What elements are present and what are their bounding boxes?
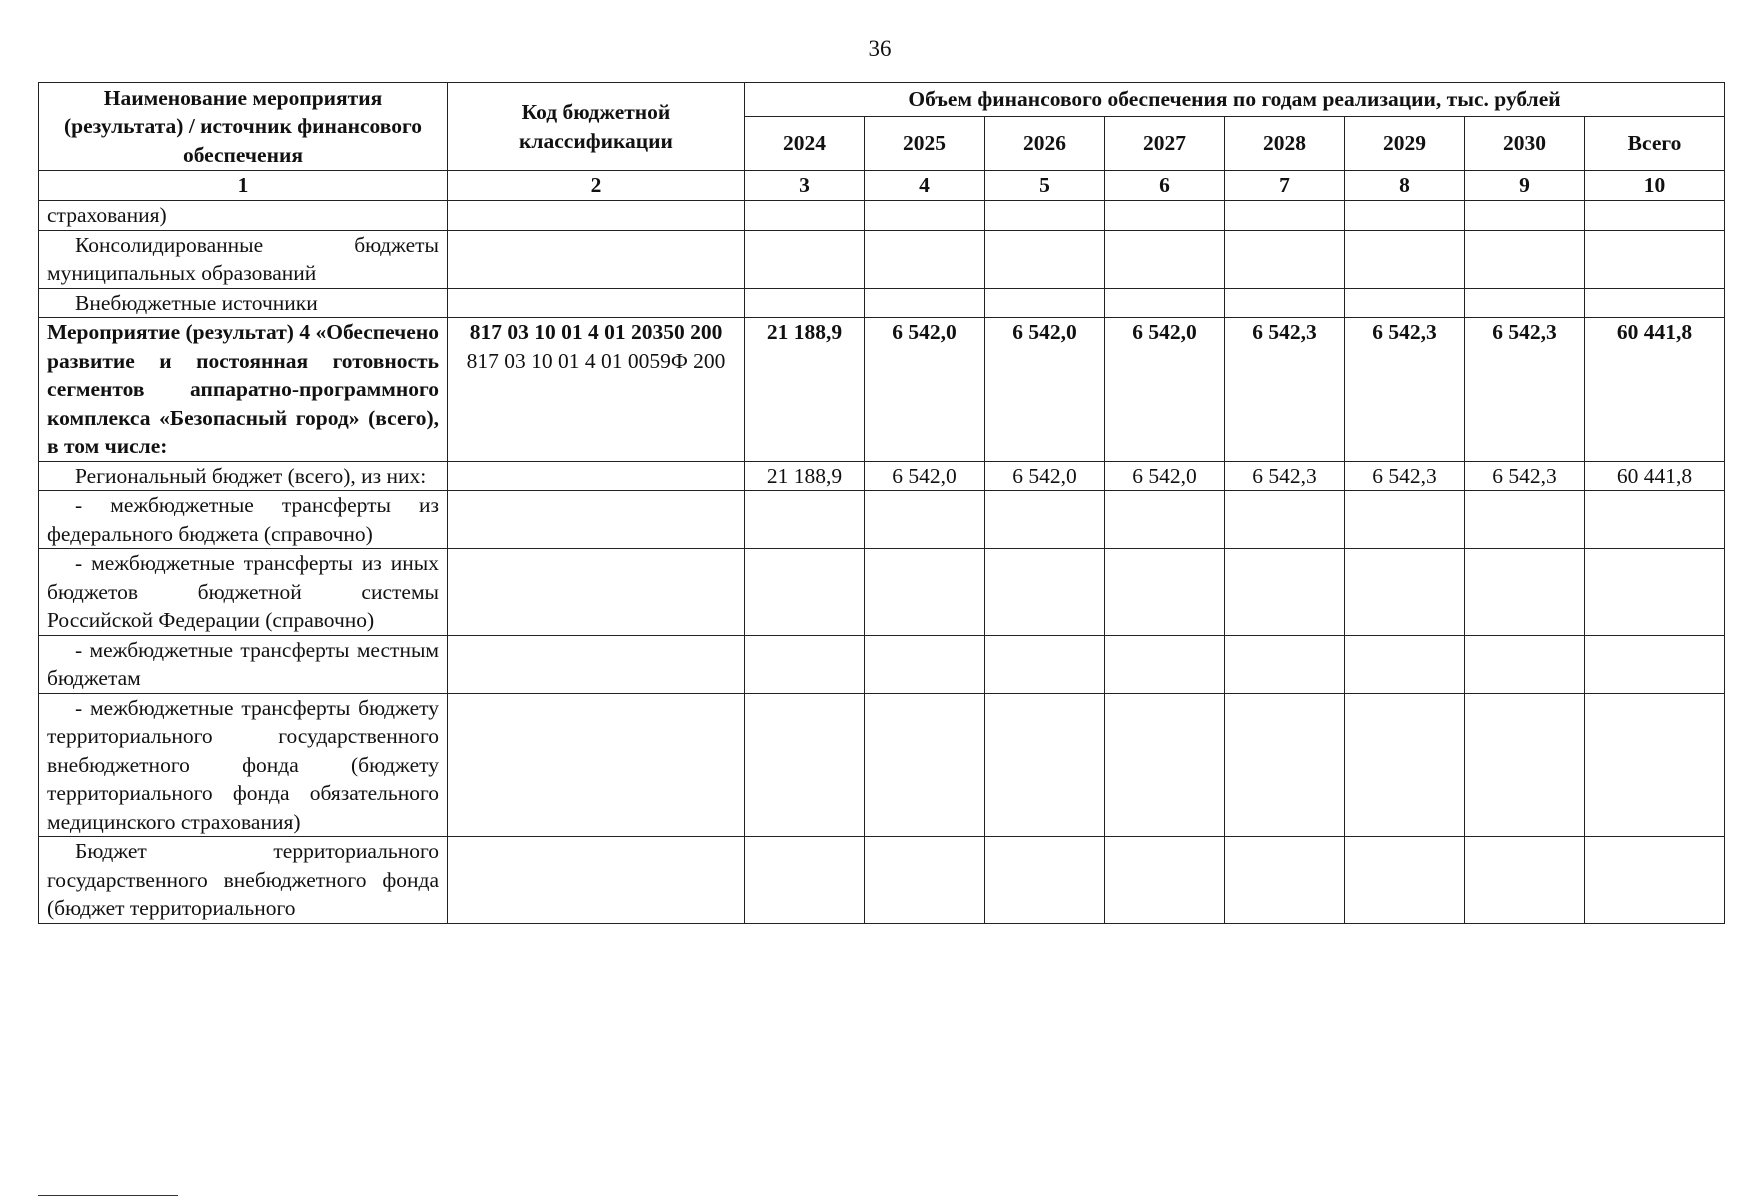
row-name: Региональный бюджет (всего), из них: (39, 461, 448, 491)
row-value (1345, 491, 1465, 549)
row-value (1345, 837, 1465, 924)
row-name: - межбюджетные трансферты из иных бюджетов бюджетной системы Российской Федерации (справочно) (39, 549, 448, 636)
row-value (1465, 693, 1585, 837)
row-value (985, 549, 1105, 636)
row-value (745, 693, 865, 837)
row-value (1465, 288, 1585, 318)
row-value: 6 542,3 (1225, 318, 1345, 462)
table-row (39, 491, 1725, 549)
row-value (1465, 837, 1585, 924)
row-value: 6 542,0 (1105, 461, 1225, 491)
header-year: 2030 (1465, 117, 1585, 171)
row-name: Внебюджетные источники (39, 288, 448, 318)
row-value (1465, 635, 1585, 693)
row-value: 21 188,9 (745, 461, 865, 491)
row-value: 6 542,0 (985, 461, 1105, 491)
row-value (1345, 549, 1465, 636)
row-code (448, 837, 745, 924)
header-total: Всего (1585, 117, 1725, 171)
row-value (1105, 635, 1225, 693)
row-value (985, 288, 1105, 318)
header-year: 2024 (745, 117, 865, 171)
row-value (1105, 230, 1225, 288)
row-value (1585, 837, 1725, 924)
row-value (865, 549, 985, 636)
row-value (865, 230, 985, 288)
row-value: 6 542,0 (985, 318, 1105, 462)
table-row (39, 201, 1725, 231)
row-value (985, 693, 1105, 837)
header-year: 2025 (865, 117, 985, 171)
row-value (745, 201, 865, 231)
column-number: 2 (448, 171, 745, 201)
row-value: 60 441,8 (1585, 318, 1725, 462)
row-value (985, 230, 1105, 288)
row-value (1345, 693, 1465, 837)
row-value: 6 542,3 (1345, 318, 1465, 462)
row-value: 6 542,0 (1105, 318, 1225, 462)
header-code: Код бюджетной классификации (448, 83, 745, 171)
row-value: 6 542,3 (1225, 461, 1345, 491)
row-code (448, 693, 745, 837)
header-name: Наименование мероприятия (результата) / источник финансового обеспечения (39, 83, 448, 171)
row-value (1585, 693, 1725, 837)
row-value (865, 693, 985, 837)
financing-table (38, 82, 1725, 924)
row-code (448, 549, 745, 636)
row-value (745, 230, 865, 288)
row-value (745, 549, 865, 636)
column-number: 9 (1465, 171, 1585, 201)
row-code (448, 288, 745, 318)
column-number: 8 (1345, 171, 1465, 201)
row-value (1225, 201, 1345, 231)
row-value (1585, 491, 1725, 549)
row-name: Мероприятие (результат) 4 «Обеспечено развитие и постоянная готовность сегментов аппаратно-программного комплекса «Безопасный город» (всего), в том числе: (39, 318, 448, 462)
row-code-secondary: 817 03 10 01 4 01 0059Ф 200 (466, 348, 726, 373)
row-code (448, 635, 745, 693)
row-value (985, 201, 1105, 231)
row-value: 21 188,9 (745, 318, 865, 462)
row-code-primary: 817 03 10 01 4 01 20350 200 (469, 320, 723, 344)
row-value (1465, 230, 1585, 288)
column-number: 6 (1105, 171, 1225, 201)
column-number: 5 (985, 171, 1105, 201)
row-value (1345, 635, 1465, 693)
row-name: Консолидированные бюджеты муниципальных образований (39, 230, 448, 288)
row-value: 60 441,8 (1585, 461, 1725, 491)
row-value: 6 542,0 (865, 318, 985, 462)
table-row (39, 230, 1725, 288)
header-year: 2026 (985, 117, 1105, 171)
row-value (1225, 230, 1345, 288)
row-value (1585, 549, 1725, 636)
row-value (1585, 635, 1725, 693)
table-row (39, 549, 1725, 636)
row-value (985, 837, 1105, 924)
table-row (39, 288, 1725, 318)
row-value: 6 542,3 (1345, 461, 1465, 491)
column-number: 4 (865, 171, 985, 201)
row-value (1225, 549, 1345, 636)
column-number: 7 (1225, 171, 1345, 201)
row-name: - межбюджетные трансферты из федерального бюджета (справочно) (39, 491, 448, 549)
row-value (985, 491, 1105, 549)
row-value (865, 201, 985, 231)
row-value (1225, 288, 1345, 318)
row-value (865, 288, 985, 318)
row-name: страхования) (39, 201, 448, 231)
row-value (1225, 491, 1345, 549)
table-row (39, 693, 1725, 837)
row-value (745, 491, 865, 549)
row-value (1105, 201, 1225, 231)
row-value (745, 288, 865, 318)
row-value (1225, 693, 1345, 837)
row-code (448, 461, 745, 491)
page-number: 36 (868, 36, 892, 61)
row-value (865, 837, 985, 924)
row-value (1105, 491, 1225, 549)
row-value (1465, 201, 1585, 231)
table-row (39, 318, 1725, 462)
row-value (865, 491, 985, 549)
row-value (1105, 693, 1225, 837)
header-volume: Объем финансового обеспечения по годам реализации, тыс. рублей (745, 83, 1725, 117)
row-value (1465, 491, 1585, 549)
row-value (745, 837, 865, 924)
row-value (1345, 288, 1465, 318)
row-code (448, 201, 745, 231)
column-number: 10 (1585, 171, 1725, 201)
row-code-cell (448, 318, 745, 462)
row-value (985, 635, 1105, 693)
table-row (39, 461, 1725, 491)
column-number: 1 (39, 171, 448, 201)
row-code (448, 491, 745, 549)
table-row (39, 635, 1725, 693)
table-row (39, 837, 1725, 924)
row-name: - межбюджетные трансферты бюджету территориального государственного внебюджетного фонда (бюджету территориального фонда обязательного медицинского страхования) (39, 693, 448, 837)
row-value: 6 542,3 (1465, 461, 1585, 491)
row-code (448, 230, 745, 288)
row-value (1585, 230, 1725, 288)
row-value: 6 542,0 (865, 461, 985, 491)
row-value (1465, 549, 1585, 636)
row-value (745, 635, 865, 693)
row-name: - межбюджетные трансферты местным бюджетам (39, 635, 448, 693)
row-value: 6 542,3 (1465, 318, 1585, 462)
row-value (1225, 635, 1345, 693)
row-value (1585, 201, 1725, 231)
row-value (1345, 230, 1465, 288)
row-value (1225, 837, 1345, 924)
row-value (865, 635, 985, 693)
footnote-separator (38, 1195, 178, 1196)
row-value (1105, 288, 1225, 318)
row-value (1345, 201, 1465, 231)
row-value (1585, 288, 1725, 318)
header-year: 2029 (1345, 117, 1465, 171)
row-name: Бюджет территориального государственного внебюджетного фонда (бюджет территориального (39, 837, 448, 924)
column-number: 3 (745, 171, 865, 201)
header-year: 2027 (1105, 117, 1225, 171)
row-value (1105, 549, 1225, 636)
row-value (1105, 837, 1225, 924)
header-year: 2028 (1225, 117, 1345, 171)
